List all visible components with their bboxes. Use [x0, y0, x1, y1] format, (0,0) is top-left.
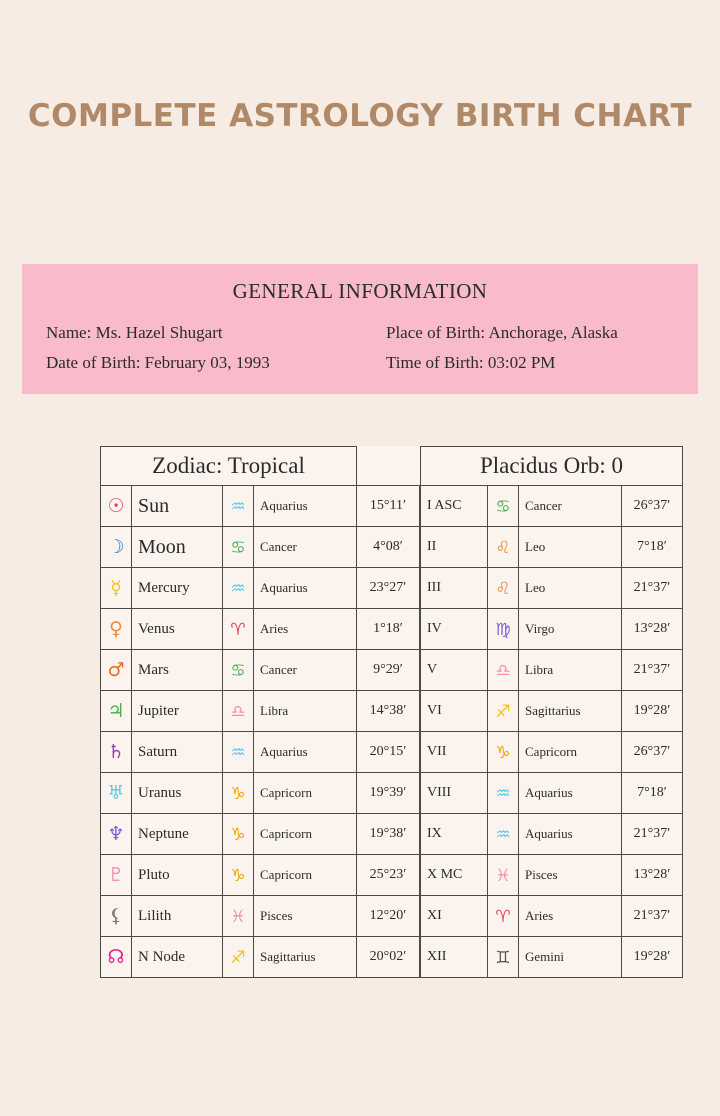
cancer-icon: ♋ [223, 650, 254, 691]
planet-sign: Sagittarius [254, 937, 357, 978]
table-row [101, 773, 420, 814]
planet-sign: Aquarius [254, 486, 357, 527]
neptune-icon: ♆ [101, 814, 132, 855]
house-number: V [421, 650, 488, 691]
table-row [101, 732, 420, 773]
planet-name: Pluto [132, 855, 223, 896]
house-number: VII [421, 732, 488, 773]
planet-degree: 20°15′ [357, 732, 420, 773]
house-degree: 21°37′ [622, 650, 683, 691]
leo-icon: ♌ [488, 568, 519, 609]
house-degree: 13°28′ [622, 855, 683, 896]
planet-name: Sun [132, 486, 223, 527]
house-number: II [421, 527, 488, 568]
aquarius-icon: ♒ [488, 814, 519, 855]
house-sign: Sagittarius [519, 691, 622, 732]
info-label: Time of Birth: [386, 353, 484, 372]
table-row [421, 814, 683, 855]
north-node-icon: ☊ [101, 937, 132, 978]
leo-icon: ♌ [488, 527, 519, 568]
table-row [101, 814, 420, 855]
uranus-icon: ♅ [101, 773, 132, 814]
libra-icon: ♎ [223, 691, 254, 732]
sagittarius-icon: ♐ [223, 937, 254, 978]
house-number: XI [421, 896, 488, 937]
planet-sign: Libra [254, 691, 357, 732]
mercury-icon: ☿ [101, 568, 132, 609]
capricorn-icon: ♑ [223, 773, 254, 814]
table-row [421, 650, 683, 691]
table-row [101, 650, 420, 691]
virgo-icon: ♍ [488, 609, 519, 650]
house-sign: Aries [519, 896, 622, 937]
aries-icon: ♈ [223, 609, 254, 650]
house-degree: 13°28′ [622, 609, 683, 650]
table-row [421, 568, 683, 609]
aquarius-icon: ♒ [223, 732, 254, 773]
planet-degree: 15°11′ [357, 486, 420, 527]
table-row [101, 691, 420, 732]
house-sign: Pisces [519, 855, 622, 896]
pluto-icon: ♇ [101, 855, 132, 896]
planet-degree: 12°20′ [357, 896, 420, 937]
birth-chart-page [0, 98, 720, 1116]
general-information-grid [22, 318, 698, 378]
libra-icon: ♎ [488, 650, 519, 691]
table-row [101, 896, 420, 937]
table-row [101, 527, 420, 568]
planet-degree: 14°38′ [357, 691, 420, 732]
houses-table-body [421, 486, 683, 978]
cancer-icon: ♋ [223, 527, 254, 568]
planet-degree: 19°38′ [357, 814, 420, 855]
capricorn-icon: ♑ [488, 732, 519, 773]
house-sign: Libra [519, 650, 622, 691]
planets-table-header: Zodiac: Tropical [101, 447, 357, 486]
gemini-icon: ♊ [488, 937, 519, 978]
info-value: 03:02 PM [487, 353, 556, 372]
table-row [101, 937, 420, 978]
info-value: Ms. Hazel Shugart [95, 323, 223, 342]
planets-table [100, 446, 420, 978]
page-title: COMPLETE ASTROLOGY BIRTH CHART [27, 98, 693, 134]
planet-degree: 9°29′ [357, 650, 420, 691]
planet-sign: Cancer [254, 527, 357, 568]
mars-icon: ♂ [101, 650, 132, 691]
house-sign: Leo [519, 568, 622, 609]
planet-sign: Cancer [254, 650, 357, 691]
house-sign: Capricorn [519, 732, 622, 773]
planet-name: Uranus [132, 773, 223, 814]
info-field-name [22, 318, 360, 348]
info-field-date-of-birth [22, 348, 360, 378]
planet-name: Mercury [132, 568, 223, 609]
house-number: III [421, 568, 488, 609]
planet-sign: Capricorn [254, 814, 357, 855]
house-sign: Gemini [519, 937, 622, 978]
house-sign: Aquarius [519, 773, 622, 814]
sagittarius-icon: ♐ [488, 691, 519, 732]
planet-sign: Pisces [254, 896, 357, 937]
pisces-icon: ♓ [223, 896, 254, 937]
info-field-place-of-birth [360, 318, 698, 348]
house-number: I ASC [421, 486, 488, 527]
house-degree: 26°37′ [622, 732, 683, 773]
general-information-band [22, 264, 698, 394]
planet-name: Neptune [132, 814, 223, 855]
chart-tables [100, 446, 683, 978]
table-row [421, 732, 683, 773]
table-row [421, 855, 683, 896]
venus-icon: ♀ [101, 609, 132, 650]
aquarius-icon: ♒ [488, 773, 519, 814]
house-degree: 19°28′ [622, 691, 683, 732]
planet-degree: 4°08′ [357, 527, 420, 568]
planet-name: Saturn [132, 732, 223, 773]
planet-degree: 1°18′ [357, 609, 420, 650]
house-degree: 7°18′ [622, 527, 683, 568]
planet-degree: 20°02′ [357, 937, 420, 978]
sun-icon: ☉ [101, 486, 132, 527]
houses-table [420, 446, 683, 978]
planet-name: N Node [132, 937, 223, 978]
jupiter-icon: ♃ [101, 691, 132, 732]
aries-icon: ♈ [488, 896, 519, 937]
planet-name: Jupiter [132, 691, 223, 732]
cancer-icon: ♋ [488, 486, 519, 527]
house-number: IV [421, 609, 488, 650]
house-degree: 7°18′ [622, 773, 683, 814]
house-degree: 21°37′ [622, 896, 683, 937]
planet-degree: 23°27′ [357, 568, 420, 609]
table-row [421, 609, 683, 650]
planet-sign: Aquarius [254, 568, 357, 609]
planets-table-body [101, 486, 420, 978]
capricorn-icon: ♑ [223, 814, 254, 855]
info-label: Place of Birth: [386, 323, 486, 342]
house-number: IX [421, 814, 488, 855]
house-number: XII [421, 937, 488, 978]
table-row [421, 773, 683, 814]
table-row [421, 937, 683, 978]
table-row [101, 486, 420, 527]
aquarius-icon: ♒ [223, 486, 254, 527]
planet-name: Venus [132, 609, 223, 650]
house-sign: Virgo [519, 609, 622, 650]
pisces-icon: ♓ [488, 855, 519, 896]
house-number: X MC [421, 855, 488, 896]
house-sign: Cancer [519, 486, 622, 527]
planet-degree: 19°39′ [357, 773, 420, 814]
planet-degree: 25°23′ [357, 855, 420, 896]
house-degree: 21°37′ [622, 568, 683, 609]
house-sign: Leo [519, 527, 622, 568]
table-row [101, 568, 420, 609]
planet-sign: Capricorn [254, 773, 357, 814]
house-number: VIII [421, 773, 488, 814]
table-row [101, 855, 420, 896]
aquarius-icon: ♒ [223, 568, 254, 609]
house-sign: Aquarius [519, 814, 622, 855]
houses-table-header: Placidus Orb: 0 [421, 447, 683, 486]
capricorn-icon: ♑ [223, 855, 254, 896]
table-row [421, 527, 683, 568]
saturn-icon: ♄ [101, 732, 132, 773]
house-number: VI [421, 691, 488, 732]
table-row [421, 486, 683, 527]
planet-name: Moon [132, 527, 223, 568]
info-label: Name: [46, 323, 92, 342]
table-row [421, 896, 683, 937]
house-degree: 19°28′ [622, 937, 683, 978]
house-degree: 26°37′ [622, 486, 683, 527]
moon-icon: ☽ [101, 527, 132, 568]
table-row [101, 609, 420, 650]
planet-name: Lilith [132, 896, 223, 937]
house-degree: 21°37′ [622, 814, 683, 855]
table-row [421, 691, 683, 732]
planet-sign: Aries [254, 609, 357, 650]
info-field-time-of-birth [360, 348, 698, 378]
info-label: Date of Birth: [46, 353, 141, 372]
lilith-icon: ⚸ [101, 896, 132, 937]
info-value: February 03, 1993 [144, 353, 270, 372]
planet-name: Mars [132, 650, 223, 691]
planet-sign: Capricorn [254, 855, 357, 896]
general-information-heading: GENERAL INFORMATION [232, 279, 488, 303]
planet-sign: Aquarius [254, 732, 357, 773]
info-value: Anchorage, Alaska [488, 323, 618, 342]
